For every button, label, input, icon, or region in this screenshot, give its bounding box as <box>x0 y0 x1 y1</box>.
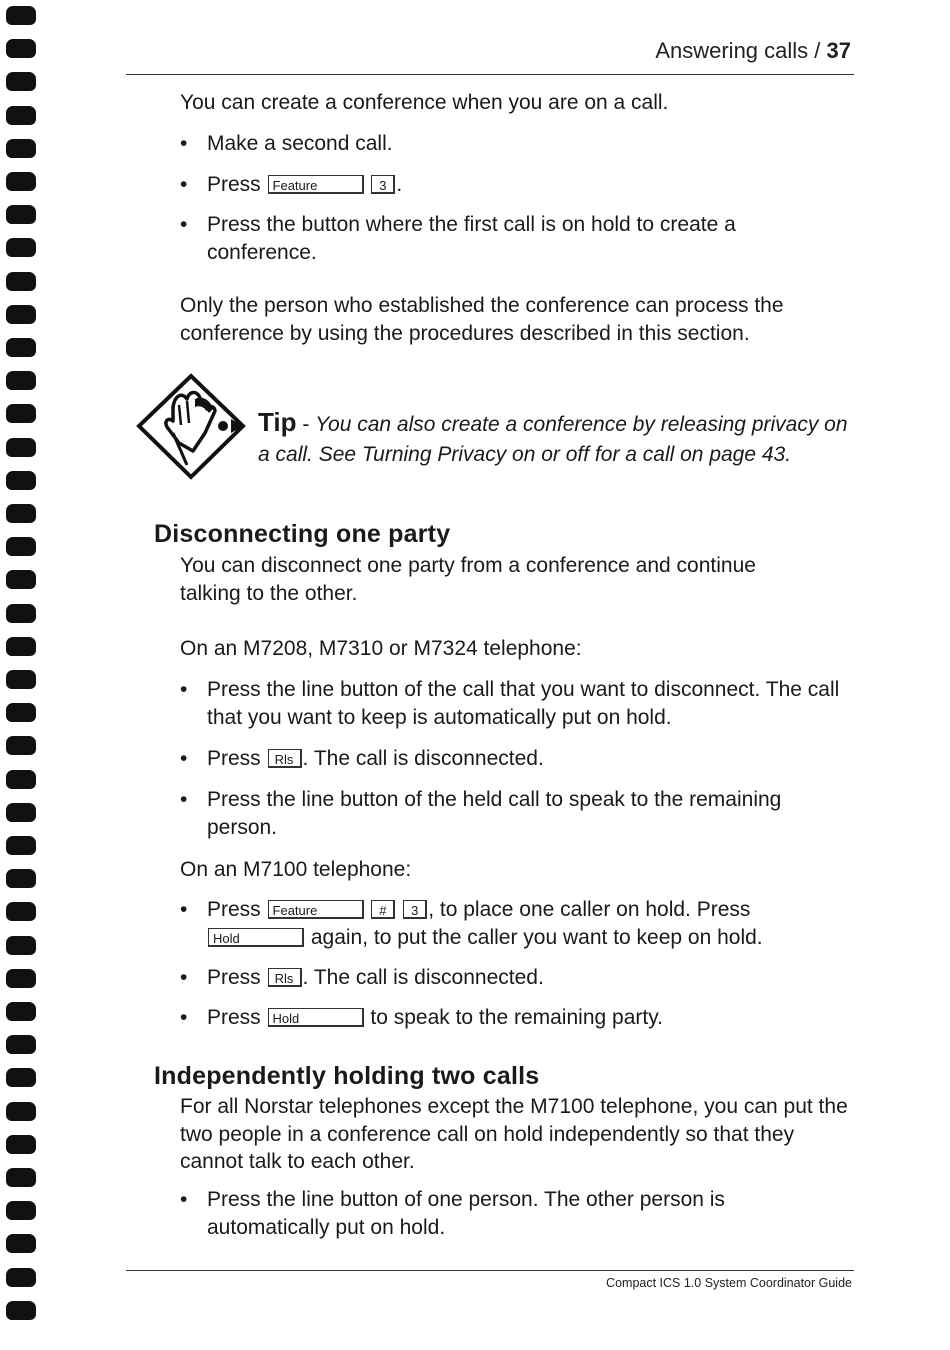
binding-hole <box>6 703 36 722</box>
binding-hole <box>6 570 36 589</box>
bullet-text: Press the line button of the call that you want to disconnect. The call that you want to keep is automatically put on hold. <box>207 678 840 729</box>
binding-hole <box>6 1035 36 1054</box>
tip-dash: - <box>296 413 316 436</box>
binding-hole <box>6 670 36 689</box>
bullet-dot: • <box>180 213 188 236</box>
tip-label: Tip <box>258 407 297 437</box>
binding-hole <box>6 836 36 855</box>
binding-hole <box>6 39 36 58</box>
binding-hole <box>6 338 36 357</box>
binding-hole <box>6 272 36 291</box>
press-word: Press <box>207 898 261 921</box>
bullet-dot: • <box>180 788 188 811</box>
tip-box <box>258 407 858 470</box>
binding-hole <box>6 72 36 91</box>
binding-hole <box>6 902 36 921</box>
bullet-tail: . <box>396 173 403 196</box>
binding-hole <box>6 106 36 125</box>
intro-text: You can create a conference when you are on a call. <box>180 91 669 114</box>
footer-rule <box>126 1270 854 1271</box>
feature-key: Feature <box>268 900 364 919</box>
binding-hole <box>6 404 36 423</box>
bullet-dot: • <box>180 132 188 155</box>
bullet-dot: • <box>180 966 188 989</box>
intro-note: Only the person who established the conference can process the conference by using the procedures described in this section. <box>180 294 784 345</box>
binding-hole <box>6 205 36 224</box>
disconnect-intro: You can disconnect one party from a conference and continue talking to the other. <box>180 554 756 605</box>
bullet-dot: • <box>180 747 188 770</box>
binding-hole <box>6 1068 36 1087</box>
bullet-dot: • <box>180 173 188 196</box>
release-key: Rls <box>268 968 302 987</box>
hold-key: Hold <box>208 928 304 947</box>
binding-hole <box>6 969 36 988</box>
binding-hole <box>6 172 36 191</box>
page-number: 37 <box>826 38 851 63</box>
binding-hole <box>6 803 36 822</box>
binding-hole <box>6 1135 36 1154</box>
press-word: Press <box>207 966 261 989</box>
binding-hole <box>6 504 36 523</box>
binding-hole <box>6 1002 36 1021</box>
feature-key: Feature <box>268 175 364 194</box>
holding-intro: For all Norstar telephones except the M7100 telephone, you can put the two people in a conference call on hold independently so that they cannot talk to each other. <box>180 1095 848 1173</box>
header-section: Answering calls <box>655 38 809 63</box>
m7208-label: On an M7208, M7310 or M7324 telephone: <box>180 637 582 660</box>
binding-hole <box>6 1201 36 1220</box>
binding-hole <box>6 736 36 755</box>
bullet-tail: to speak to the remaining party. <box>364 1006 663 1029</box>
binding-hole <box>6 637 36 656</box>
digit-3-key: 3 <box>371 175 395 194</box>
binding-hole <box>6 770 36 789</box>
bullet-dot: • <box>180 1188 188 1211</box>
bullet-dot: • <box>180 678 188 701</box>
binding-hole <box>6 238 36 257</box>
binding-hole <box>6 438 36 457</box>
section-heading-holding: Independently holding two calls <box>154 1062 540 1090</box>
binding-hole <box>6 1102 36 1121</box>
binding-hole <box>6 936 36 955</box>
binding-hole <box>6 305 36 324</box>
hand-pointing-icon <box>135 373 247 481</box>
header-separator: / <box>808 38 827 63</box>
bullet-text: Press the line button of one person. The other person is automatically put on hold. <box>207 1188 725 1239</box>
running-header <box>655 38 851 64</box>
header-rule <box>126 74 854 75</box>
digit-3-key: 3 <box>403 900 427 919</box>
binding-hole <box>6 139 36 158</box>
binding-hole <box>6 6 36 25</box>
binding-hole <box>6 1234 36 1253</box>
bullet-tail: again, to put the caller you want to keep on hold. <box>305 926 763 949</box>
m7100-label: On an M7100 telephone: <box>180 858 412 881</box>
press-word: Press <box>207 1006 261 1029</box>
press-word: Press <box>207 173 261 196</box>
bullet-tail: , to place one caller on hold. Press <box>428 898 751 921</box>
binding-hole <box>6 869 36 888</box>
binding-holes <box>6 0 38 1350</box>
bullet-tail: . The call is disconnected. <box>302 966 544 989</box>
binding-hole <box>6 537 36 556</box>
hold-key: Hold <box>268 1008 364 1027</box>
binding-hole <box>6 1301 36 1320</box>
binding-hole <box>6 371 36 390</box>
bullet-dot: • <box>180 1006 188 1029</box>
footer-title: Compact ICS 1.0 System Coordinator Guide <box>606 1276 852 1290</box>
bullet-text: Press the button where the first call is on hold to create a conference. <box>207 213 736 264</box>
binding-hole <box>6 604 36 623</box>
bullet-text: Press the line button of the held call to speak to the remaining person. <box>207 788 782 839</box>
release-key: Rls <box>268 749 302 768</box>
binding-hole <box>6 471 36 490</box>
pound-key: # <box>371 900 395 919</box>
bullet-dot: • <box>180 898 188 921</box>
bullet-tail: . The call is disconnected. <box>302 747 544 770</box>
tip-text: You can also create a conference by releasing privacy on a call. See Turning Privacy on or off for a call on page 43. <box>258 413 848 466</box>
binding-hole <box>6 1168 36 1187</box>
press-word: Press <box>207 747 261 770</box>
binding-hole <box>6 1268 36 1287</box>
bullet-text: Make a second call. <box>207 132 393 155</box>
section-heading-disconnecting: Disconnecting one party <box>154 520 451 548</box>
